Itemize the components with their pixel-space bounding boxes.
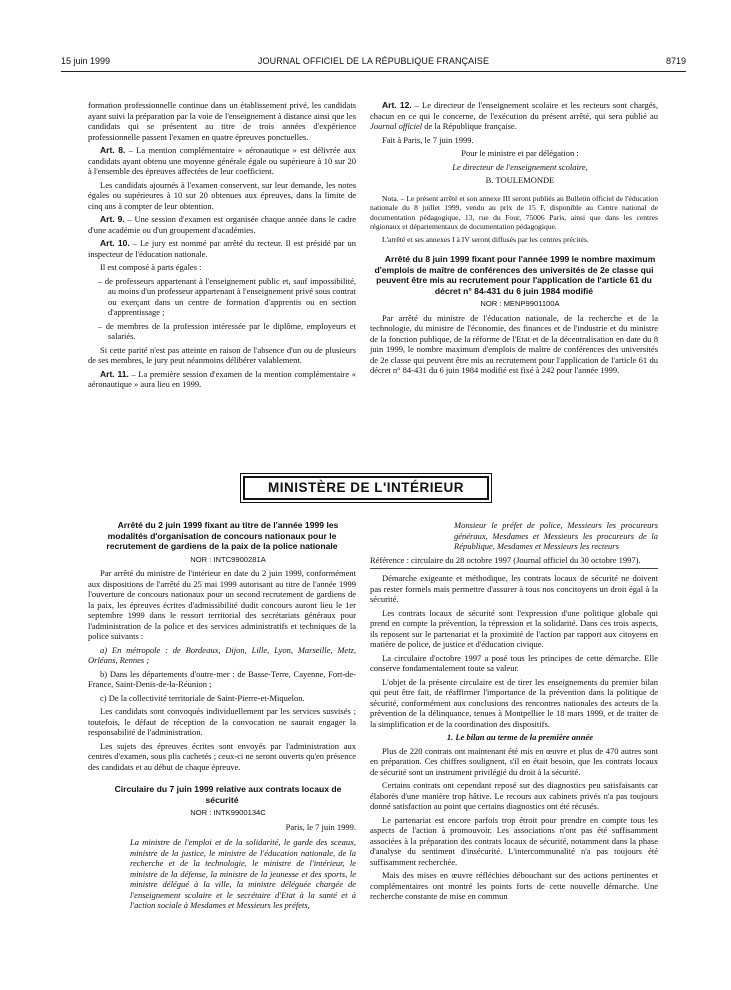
header-page-number: 8719	[665, 56, 686, 66]
article-12: Art. 12. – Le directeur de l'enseignement scolaire et les recteurs sont chargés, chacun en ce qui le concerne, de l'exécution du présent arrêté, qui sera publié au Journal officiel de la République française.	[370, 100, 658, 131]
paragraph: Démarche exigeante et méthodique, les contrats locaux de sécurité ne doivent pas rester formels mais permettre d'assurer à tous nos concitoyens un droit égal à la sécurité.	[370, 573, 658, 604]
header-journal-title: JOURNAL OFFICIEL DE LA RÉPUBLIQUE FRANÇAISE	[257, 56, 490, 66]
paragraph: Les sujets des épreuves écrites sont envoyés par l'administration aux centres d'examen, sous plis cachetés ; ceux-ci ne seront ouverts qu'en présence des candidats et au début de chaque épreuve.	[88, 740, 356, 772]
nor-reference: NOR : INTK9900134C	[190, 808, 266, 817]
paragraph: La circulaire d'octobre 1997 a posé tous les principes de cette démarche. Elle conserve fondamentalement toute sa valeur.	[370, 652, 658, 673]
section-heading: 1. Le bilan au terme de la première année	[446, 732, 594, 742]
signature-date: Fait à Paris, le 7 juin 1999.	[382, 134, 474, 145]
header-date: 15 juin 1999	[61, 56, 111, 66]
paragraph: Les candidats sont convoqués individuellement par les services susvisés ; toutefois, le défaut de réception de la convocation ne saurait engager la responsabilité de l'administration.	[88, 706, 356, 737]
paragraph: Si cette parité n'est pas atteinte en raison de l'absence d'un ou de plusieurs de ses membres, le jury peut néanmoins délibérer valablement.	[88, 344, 356, 365]
list-item: – de membres de la profession intéressée par le diplôme, employeurs et salariés.	[98, 320, 356, 341]
addressees: Monsieur le préfet de police, Messieurs les procureurs généraux, Mesdames et Messieurs les procureurs de la République, Mesdames et Messieurs les recteurs	[454, 520, 658, 551]
paragraph: Les candidats ajournés à l'examen conservent, sur leur demande, les notes égales ou supérieures à 10 sur 20 obtenues aux épreuves, dans la limite de cinq ans à compter de leur obtention.	[88, 179, 356, 211]
circular-date: Paris, le 7 juin 1999.	[285, 821, 356, 832]
article-10: Art. 10. – Le jury est nommé par arrêté du recteur. Il est présidé par un inspecteur de l'éducation nationale.	[88, 238, 356, 259]
nor-reference: NOR : MENP9901100A	[480, 299, 560, 308]
list-item: – de professeurs appartenant à l'enseignement public et, sauf impossibilité, au moins d'un professeur appartenant à l'enseignement privé sous contrat ou exerçant dans un centre de formation d'apprentis ou en section d'apprentissage ;	[98, 275, 356, 317]
left-column-bottom	[88, 520, 356, 914]
paragraph: formation professionnelle continue dans un établissement privé, les candidats ayant suivi la préparation par la voie de l'enseignement à distance ainsi que les candidats qui se présentent au titre de trois années d'expérience professionnelle passent l'examen en quatre épreuves ponctuelles.	[88, 100, 356, 142]
ministry-banner: MINISTÈRE DE L'INTÉRIEUR	[243, 476, 489, 500]
signature-title: Le directeur de l'enseignement scolaire,	[452, 161, 588, 172]
signature-name: B. TOULEMONDE	[485, 175, 555, 185]
circular-title: Circulaire du 7 juin 1999 relative aux contrats locaux de sécurité	[114, 784, 342, 805]
article-11: Art. 11. – La première session d'examen de la mention complémentaire « aéronautique » aura lieu en 1999.	[88, 368, 356, 389]
paragraph: Par arrêté du ministre de l'intérieur en date du 2 juin 1999, conformément aux dispositions de l'arrêté du 25 mai 1999 autorisant au titre de l'année 1999 l'ouverture de concours nationaux pour un second recrutement de gardiens de la paix, les épreuves écrites d'admissibilité dudit concours auront lieu le 1er septembre 1999 dans le ressort territorial des secrétariats généraux pour l'administration de la police et des services administratifs et techniques de la police suivants :	[88, 568, 356, 641]
divider	[370, 568, 658, 569]
paragraph: Mais des mises en œuvre réfléchies débouchant sur des actions pertinentes et complémentaires ont montré les points forts de cette nouvelle démarche. Une recherche constante de mise en commun	[370, 870, 658, 901]
paragraph: Il est composé à parts égales :	[100, 262, 202, 272]
right-column-bottom	[370, 520, 658, 905]
nota: Nota. – Le présent arrêté et son annexe III seront publiés au Bulletin officiel de l'éducation nationale du 8 juillet 1999, vendu au prix de 15 F, disponible au Centre national de documentation pédagogique, 13, rue du Four, 75006 Paris, ainsi que dans les centres régionaux et départementaux de documentation pédagogique.	[370, 193, 658, 231]
article-9: Art. 9. – Une session d'examen est organisée chaque année dans le cadre d'une académie ou d'un groupement d'académies.	[88, 214, 356, 235]
nor-reference: NOR : INTC9900281A	[190, 554, 266, 564]
paragraph: Plus de 220 contrats ont maintenant été mis en œuvre et plus de 470 autres sont en préparation. Ces chiffres soulignent, s'il en était besoin, que les contrats locaux de sécurité sont un instrument privilégié du droit à la sécurité.	[370, 745, 658, 777]
decree-title: Arrêté du 2 juin 1999 fixant au titre de l'année 1999 les modalités d'organisation de concours nationaux pour le recrutement de gardiens de la paix de la police nationale	[106, 520, 339, 551]
decree-title: Arrêté du 8 juin 1999 fixant pour l'année 1999 le nombre maximum d'emplois de maître de conférences des universités de 2e classe qui peuvent être mis au recrutement pour l'application de l'article 61 du décret n° 84-431 du 6 juin 1984 modifié	[374, 254, 656, 296]
nota: L'arrêté et ses annexes I à IV seront diffusés par les centres précités.	[382, 234, 589, 244]
addressees: La ministre de l'emploi et de la solidarité, le garde des sceaux, ministre de la justice, le ministre de l'éducation nationale, de la recherche et de la technologie, le ministre de l'intérieur, le ministre de la défense, la ministre de la jeunesse et des sports, le ministre délégué à la ville, la ministre déléguée chargée de l'enseignement scolaire et le secrétaire d'Etat à la santé et à l'action sociale à Mesdames et Messieurs les préfets,	[130, 837, 356, 910]
header-rule	[61, 71, 686, 72]
paragraph: Par arrêté du ministre de l'éducation nationale, de la recherche et de la technologie, du ministre de l'économie, des finances et de l'industrie et du ministre de la fonction publique, de la réforme de l'Etat et de la décentralisation en date du 8 juin 1999, le nombre maximum d'emplois de maître de conférences des universités de 2e classe qui peuvent être mis au recrutement pour l'application de l'article 61 du décret n° 84-431 du 6 juin 1984 modifié est fixé à 242 pour l'année 1999.	[370, 312, 658, 375]
paragraph: Le partenariat est encore parfois trop étroit pour prendre en compte tous les aspects de l'action à promouvoir. Les associations n'ont pas été suffisamment associées à la préparation des contrats locaux de sécurité, notamment dans la phase d'analyse du sentiment d'insécurité. L'intercommunalité n'a pas toujours été suffisamment recherchée.	[370, 814, 658, 867]
left-column-top	[88, 100, 356, 393]
page-header	[61, 56, 686, 70]
right-column-top	[370, 100, 658, 379]
reference: Référence : circulaire du 28 octobre 1997 (Journal officiel du 30 octobre 1997).	[370, 554, 641, 565]
signature-line: Pour le ministre et par délégation :	[461, 148, 579, 158]
article-8: Art. 8. – La mention complémentaire « aéronautique » est délivrée aux candidats ayant obtenu une moyenne générale égale ou supérieure à 10 sur 20 à l'ensemble des épreuves affectées de leur coefficient.	[88, 145, 356, 176]
paragraph: Certains contrats ont cependant reposé sur des diagnostics peu satisfaisants car élaborés d'une manière trop hâtive. Le recours aux cabinets privés n'a pas toujours donné satisfaction au point que certains diagnostics ont été récusés.	[370, 780, 658, 811]
list-item: b) Dans les départements d'outre-mer : de Basse-Terre, Cayenne, Fort-de-France, Saint-Denis-de-la-Réunion ;	[88, 668, 356, 689]
paragraph: Les contrats locaux de sécurité sont l'expression d'une politique globale qui prend en compte la prévention, la répression et la solidarité. Dans ces trois aspects, ils reposent sur le partenariat et la proximité de l'action par rapport aux citoyens en matière de police, de justice et d'éducation civique.	[370, 607, 658, 649]
list-item: c) De la collectivité territoriale de Saint-Pierre-et-Miquelon.	[100, 692, 305, 703]
paragraph: L'objet de la présente circulaire est de tirer les enseignements du premier bilan qui peut être fait, de réaffirmer l'importance de la prévention dans la politique de sécurité, conformément aux conclusions des rencontres nationales des acteurs de la prévention de la délinquance, tenues à Montpellier le 18 mars 1999, et de traiter de la simplification et de la coordination des dispositifs.	[370, 676, 658, 729]
list-item: a) En métropole : de Bordeaux, Dijon, Lille, Lyon, Marseille, Metz, Orléans, Rennes ;	[88, 644, 356, 665]
